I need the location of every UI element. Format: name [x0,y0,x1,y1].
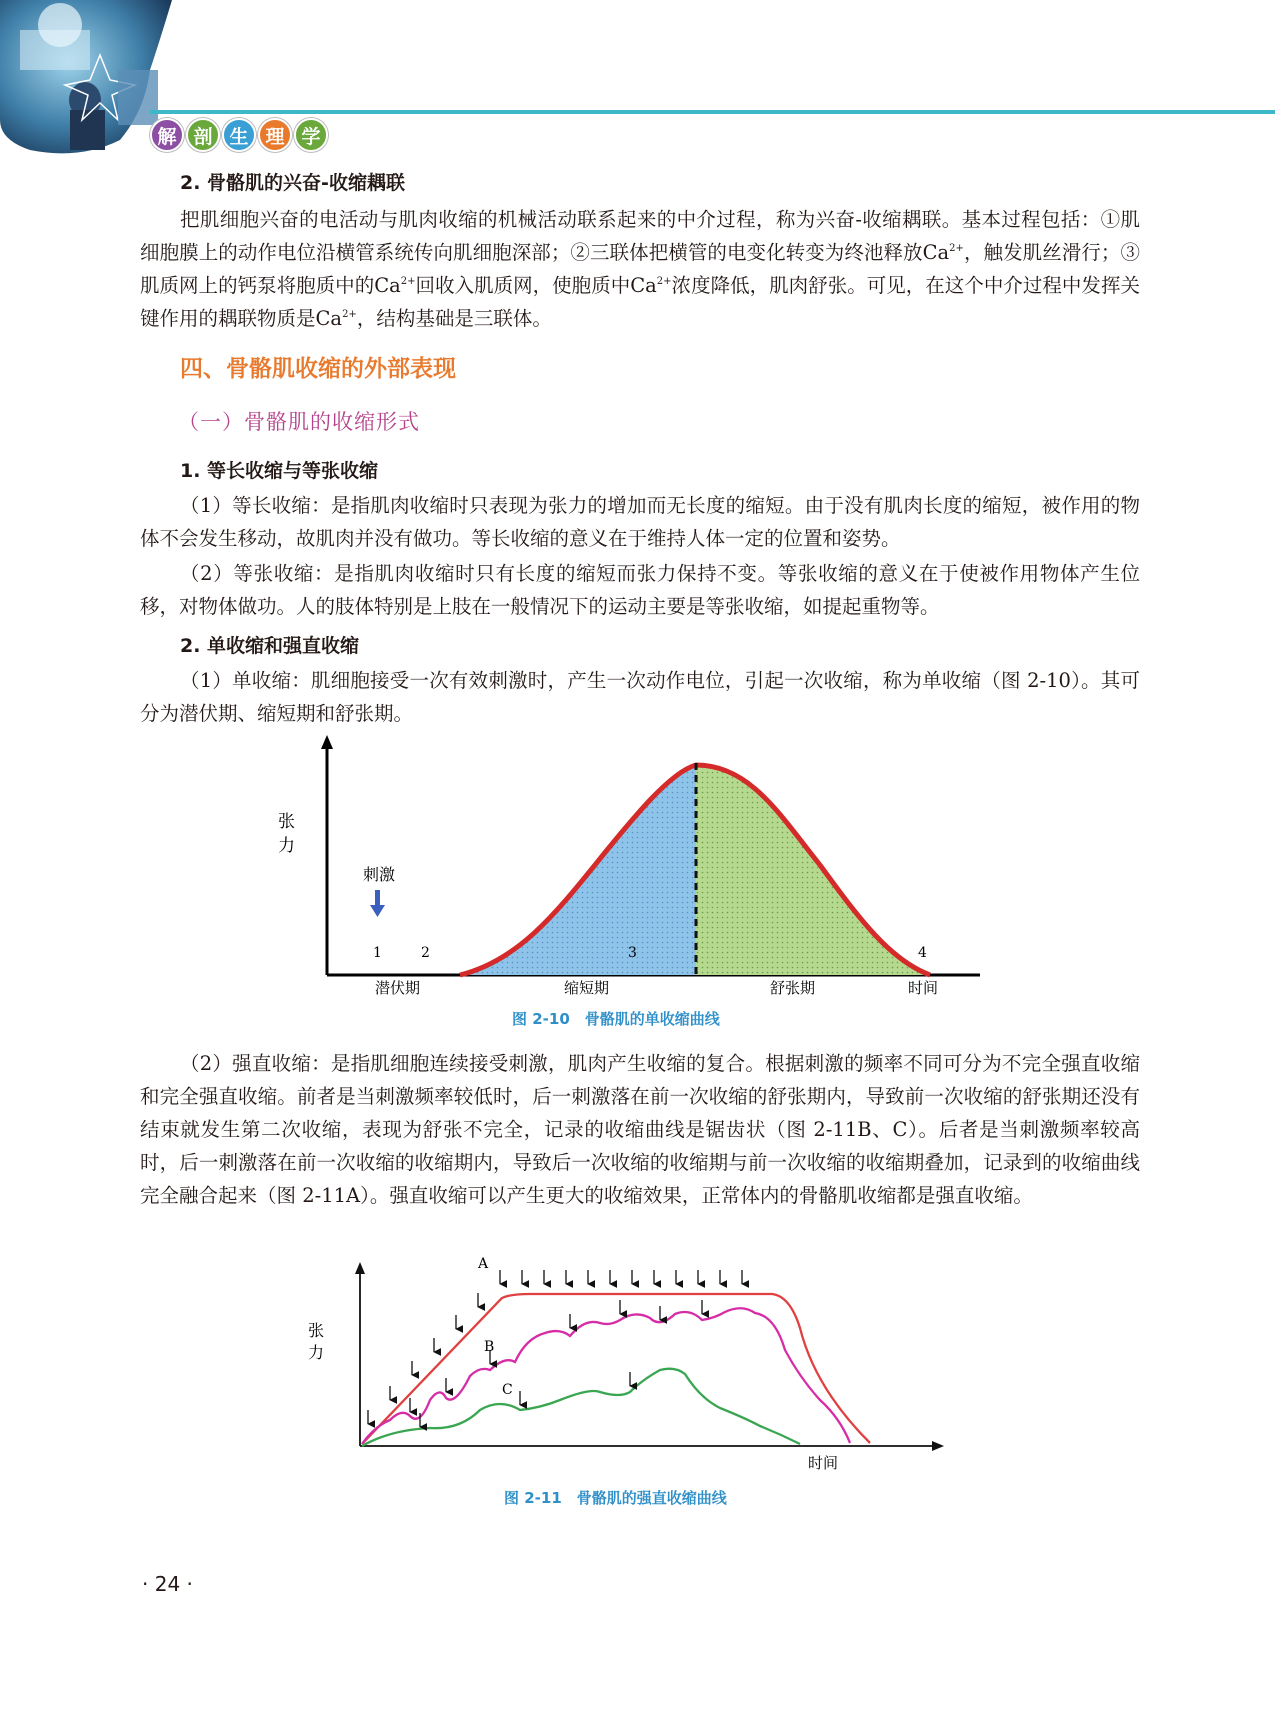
badge-3: 生 [222,118,256,152]
badge-4: 理 [258,118,292,152]
ca-4: Ca [315,307,343,330]
ylabel-char-1: 张 [278,812,295,832]
header-badges [150,118,328,152]
y-axis-2-arrow [355,1262,365,1274]
phase-relaxation: 舒张期 [770,979,816,997]
badge-5: 学 [294,118,328,152]
twitch-paragraph: （1）单收缩：肌细胞接受一次有效刺激时，产生一次动作电位，引起一次收缩，称为单收缩（图 2-10）。其可分为潜伏期、缩短期和舒张期。 [140,669,1140,725]
badge-1: 解 [150,118,184,152]
single-twitch-figure [280,735,1000,1000]
tetanus-paragraph: （2）强直收缩：是指肌细胞连续接受刺激，肌肉产生收缩的复合。根据刺激的频率不同可分为不完全强直收缩和完全强直收缩。前者是当刺激频率较低时，后一刺激落在前一次收缩的舒张期内，导致前一次收缩的舒张期还没有结束就发生第二次收缩，表现为舒张不完全，记录的收缩曲线是锯齿状（图 2-11B、C）。后者是当刺激频率较高时，后一刺激落在前一次收缩的收缩期内，导致后一次收缩的收缩期与前一次收缩的收缩期叠加，记录到的收缩曲线完全融合起来（图 2-11A）。强直收缩可以产生更大的收缩效果，正常体内的骨骼肌收缩都是强直收缩。 [140,1052,1140,1207]
subsection-title: （一）骨骼肌的收缩形式 [178,410,420,434]
label-A: A [478,1256,489,1272]
coupling-heading: 2. 骨骼肌的兴奋-收缩耦联 [180,172,405,194]
point-1: 1 [373,945,382,961]
section-title: 四、骨骼肌收缩的外部表现 [180,356,456,382]
x-axis-label: 时间 [908,979,939,997]
ca-2: Ca [374,274,401,297]
sup-2: 2+ [400,276,416,287]
coupling-section [140,168,1140,335]
sup-3: 2+ [656,276,672,287]
tetanus-figure [308,1256,950,1478]
isotonic-paragraph: （2）等张收缩：是指肌肉收缩时只有长度的缩短而张力保持不变。等张收缩的意义在于使被作用物体产生位移，对物体做功。人的肢体特别是上肢在一般情况下的运动主要是等张收缩，如提起重物等。 [140,562,1140,618]
twitch-heading: 2. 单收缩和强直收缩 [180,635,360,657]
point-3: 3 [628,945,637,961]
ca-3: Ca [630,274,657,297]
x-axis-2-arrow [932,1441,944,1451]
tetanus-section [140,1047,1140,1212]
ylabel2-char-2: 力 [308,1343,325,1362]
header-rule [150,110,1275,114]
point-4: 4 [918,945,927,961]
y-axis-arrow [321,735,333,749]
stimulus-label: 刺激 [363,865,396,884]
contraction-forms-section [140,456,1140,730]
phase-latent: 潜伏期 [375,979,421,997]
point-2: 2 [421,945,430,961]
ca-1: Ca [922,241,950,264]
figure-2-11-caption: 图 2-11 骨骼肌的强直收缩曲线 [504,1489,727,1507]
relaxation-area [696,765,930,975]
isometric-paragraph: （1）等长收缩：是指肌肉收缩时只表现为张力的增加而无长度的缩短。由于没有肌肉长度的缩短，被作用的物体不会发生移动，故肌肉并没有做功。等长收缩的意义在于维持人体一定的位置和姿势。 [140,494,1140,550]
stimulus-arrow-icon [370,890,385,917]
label-B: B [484,1339,495,1355]
coupling-text-1: 把肌细胞兴奋的电活动与肌肉收缩的机械活动联系起来的中介过程，称为兴奋-收缩耦联。基本过程包括：①肌细胞膜上的动作电位沿横管系统传向肌细胞深部；②三联体把横管的电变化转变为终池释放 [140,208,1140,264]
shortening-area [460,765,696,975]
sup-4: 2+ [342,309,357,320]
coupling-text-5: ，结构基础是三联体。 [356,307,552,330]
curve-B [362,1308,850,1444]
label-C: C [502,1382,513,1398]
curve-A [362,1294,870,1444]
ylabel2-char-1: 张 [308,1321,325,1340]
ylabel-char-2: 力 [278,836,295,856]
coupling-text-2: ，触发肌丝滑行；③肌质网上的钙泵将胞质中的 [140,241,1140,297]
coupling-paragraph [140,203,1140,335]
x-axis-2-label: 时间 [808,1454,839,1472]
phase-shortening: 缩短期 [564,979,610,997]
figure-2-10-caption: 图 2-10 骨骼肌的单收缩曲线 [512,1010,720,1028]
coupling-text-3: 回收入肌质网，使胞质中 [415,274,631,297]
sup-1: 2+ [949,243,964,254]
isometric-heading: 1. 等长收缩与等张收缩 [180,460,379,482]
coupling-text-4: 浓度降低，肌肉舒张。可见，在这个中介过程中发挥关键作用的耦联物质是 [140,274,1140,330]
page-number: · 24 · [142,1572,193,1596]
badge-2: 剖 [186,118,220,152]
